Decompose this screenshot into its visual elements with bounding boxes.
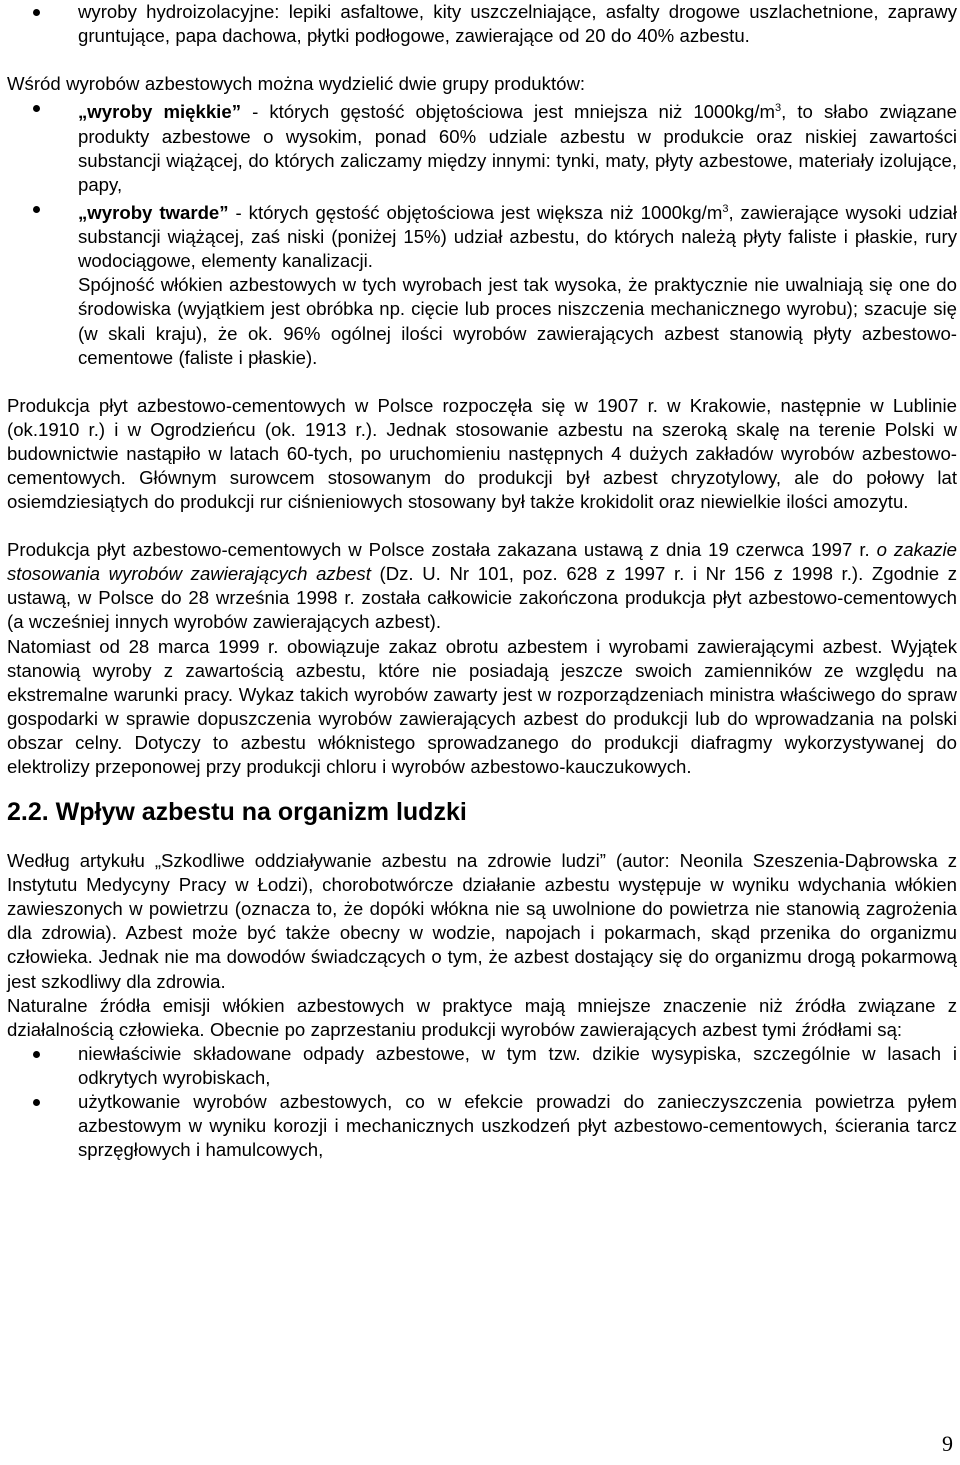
spacer xyxy=(7,514,957,538)
groups-intro: Wśród wyrobów azbestowych można wydzielić dwie grupy produktów: xyxy=(7,73,586,95)
list-item xyxy=(7,197,957,370)
paragraph-ban: Produkcja płyt azbestowo-cementowych w Polsce została zakazana ustawą z dnia 19 czerwca 1997 r. o zakazie stosowania wyrobów zawierających azbest (Dz. U. Nr 101, poz. 628 z 1997 r. i Nr 156 z 1998 r.). Zgodnie z ustawą, w Polsce do 28 września 1998 r. została całkowicie zakończona produkcja płyt azbestowo-cementowych (a wcześniej innych wyrobów zawierających azbest). xyxy=(7,539,958,633)
sources-list xyxy=(7,1042,957,1162)
bullet-icon xyxy=(33,206,40,213)
list-item xyxy=(7,1042,957,1090)
page-number: 9 xyxy=(942,1431,953,1456)
groups-list xyxy=(7,96,957,369)
superscript: 3 xyxy=(722,202,729,215)
list-item xyxy=(7,0,957,48)
list-item-text: użytkowanie wyrobów azbestowych, co w efekcie prowadzi do zanieczyszczenia powietrza pyłem azbestowym w wyniku korozji i mechanicznych uszkodzeń płyt azbestowo-cementowych, ścierania tarcz sprzęgłowych i hamulcowych, xyxy=(78,1091,957,1161)
bullet-icon xyxy=(33,105,40,112)
section-heading: 2.2. Wpływ azbestu na organizm ludzki xyxy=(7,798,467,827)
law-title: o zakazie stosowania wyrobów zawierających azbest xyxy=(7,539,957,585)
paragraph-trade: Natomiast od 28 marca 1999 r. obowiązuje zakaz obrotu azbestem i wyrobami zawierającymi azbest. Wyjątek stanowią wyroby z zawartością azbestu, które nie posiadają jeszcze swoich zamienników ze względu na ekstremalne warunki pracy. Wykaz takich wyrobów zawarty jest w rozporządzeniach ministra właściwego do spraw gospodarki w sprawie dopuszczenia wyrobów zawierających azbest do produkcji lub do wprowadzania na polski obszar celny. Dotyczy to azbestu włóknistego sprowadzanego do produkcji diafragmy wykorzystywanej do elektrolizy przeponowej przy produkcji chloru i wyrobów azbestowo-kauczukowych. xyxy=(7,635,957,777)
list-item xyxy=(7,96,957,197)
group-extra: Spójność włókien azbestowych w tych wyrobach jest tak wysoka, że praktycznie nie uwalniają się one do środowiska (wyjątkiem jest obróbka np. cięcie lub proces niszczenia mechanicznego wyrobu); szacuje się (w skali kraju), że ok. 96% ogólnej ilości wyrobów zawierających azbest stanowią płyty azbestowo-cementowe (faliste i płaskie). xyxy=(78,274,957,368)
spacer xyxy=(7,370,957,394)
paragraph-sources: Naturalne źródła emisji włókien azbestowych w praktyce mają mniejsze znaczenie niż źródła związane z działalnością człowieka. Obecnie po zaprzestaniu produkcji wyrobów zawierających azbest tymi źródłami są: xyxy=(7,994,957,1040)
group-text-cont: , to słabo związane produkty azbestowe o wysokim, ponad 60% udziale azbestu w produkcie oraz niskiej zawartości substancji wiążącej, do których zaliczamy między innymi: tynki, maty, płyty azbestowe, materiały izolujące, papy, xyxy=(78,101,957,195)
document-page xyxy=(7,0,957,1162)
group-name: „wyroby miękkie” xyxy=(78,101,241,123)
bullet-icon xyxy=(33,1099,40,1106)
spacer xyxy=(7,48,957,72)
superscript: 3 xyxy=(775,102,782,115)
list-item xyxy=(7,1090,957,1162)
paragraph-article: Według artykułu „Szkodliwe oddziaływanie azbestu na zdrowie ludzi” (autor: Neonila Szeszenia-Dąbrowska z Instytutu Medycyny Pracy w Łodzi), chorobotwórcze działanie azbestu występuje w wyniku wdychania włókien zawieszonych w powietrzu (oznacza to, że dopóki włókna nie są uwolnione do powietrza nie stanowią zagrożenia dla zdrowia). Azbest może być także obecny w wodzie, napojach i pokarmach, skąd przenika do organizmu człowieka. Jednak nie ma dowodów świadczących o tym, że azbest dostający się do organizmu drogą pokarmową jest szkodliwy dla zdrowia. xyxy=(7,850,957,992)
list-item-text: niewłaściwie składowane odpady azbestowe, w tym tzw. dzikie wysypiska, szczególnie w lasach i odkrytych wyrobiskach, xyxy=(78,1042,957,1088)
group-text: - których gęstość objętościowa jest większa niż 1000kg/m xyxy=(228,202,723,224)
group-text: - których gęstość objętościowa jest mniejsza niż 1000kg/m xyxy=(241,101,775,123)
list-item-text: wyroby hydroizolacyjne: lepiki asfaltowe, kity uszczelniające, asfalty drogowe uszlachetnione, zaprawy gruntujące, papa dachowa, płytki podłogowe, zawierające od 20 do 40% azbestu. xyxy=(78,1,957,47)
group-text-cont: , zawierające wysoki udział substancji wiążącej, zaś niski (poniżej 15%) udział azbestu, do których należą płyty faliste i płaskie, rury wodociągowe, elementy kanalizacji. xyxy=(78,202,957,272)
bullet-icon xyxy=(33,9,40,16)
intro-list xyxy=(7,0,957,48)
bullet-icon xyxy=(33,1051,40,1058)
group-name: „wyroby twarde” xyxy=(78,202,229,224)
paragraph-production: Produkcja płyt azbestowo-cementowych w Polsce rozpoczęła się w 1907 r. w Krakowie, następnie w Lublinie (ok.1910 r.) i w Ogrodzieńcu (ok. 1913 r.). Jednak stosowanie azbestu na szeroką skalę na terenie Polski w budownictwie nastąpiło w latach 60-tych, po uruchomieniu następnych 4 dużych zakładów wyrobów azbestowo-cementowych. Głównym surowcem stosowanym do produkcji był azbest chryzotylowy, ale do połowy lat osiemdziesiątych do produkcji rur ciśnieniowych stosowany był także krokidolit oraz niewielkie ilości amozytu. xyxy=(7,394,957,513)
